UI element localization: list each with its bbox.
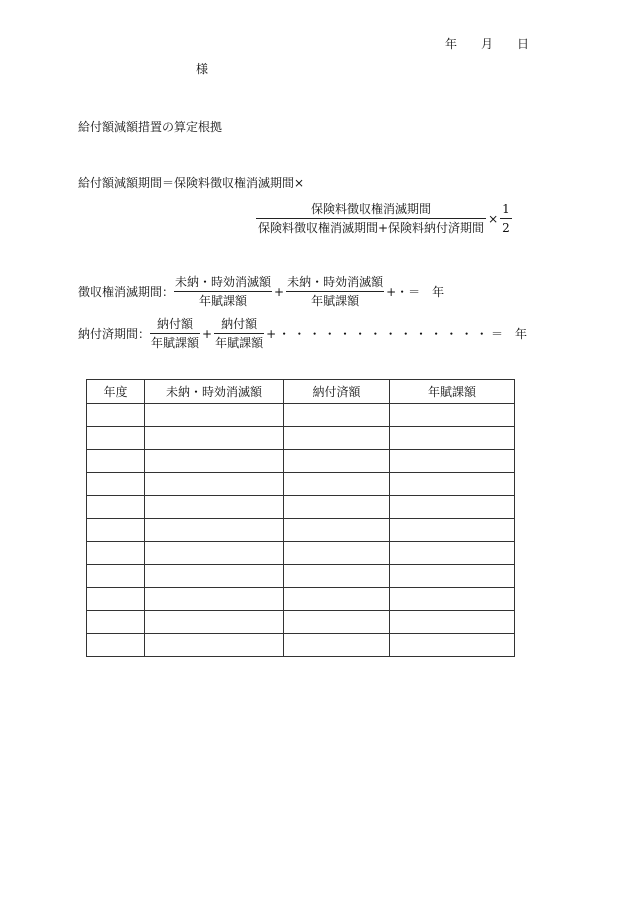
table-body <box>87 404 515 657</box>
formula-paid-period <box>78 318 527 349</box>
cell-fiscal-year[interactable] <box>87 404 145 427</box>
fraction-numerator: 未納・時効消滅額 <box>287 275 384 289</box>
fraction-numerator: 納付額 <box>221 317 258 331</box>
fraction-bar <box>286 291 384 292</box>
recipient-suffix: 様 <box>196 62 209 76</box>
fraction-half <box>500 203 512 234</box>
cell-unpaid-amount[interactable] <box>145 404 284 427</box>
fraction-denominator: 年賦課額 <box>311 294 360 308</box>
cell-annual-assessment[interactable] <box>390 427 515 450</box>
cell-unpaid-amount[interactable] <box>145 519 284 542</box>
plus-operator: + <box>202 326 213 341</box>
contribution-table <box>86 379 515 657</box>
column-header-fiscal-year: 年度 <box>87 380 145 404</box>
ellipsis-dots: ・・・・・・・・・・・・・・ <box>278 326 491 341</box>
table-row <box>87 519 515 542</box>
cell-annual-assessment[interactable] <box>390 404 515 427</box>
cell-paid-amount[interactable] <box>284 611 390 634</box>
fraction-bar <box>174 291 272 292</box>
fraction-denominator: 2 <box>502 221 510 235</box>
table-row <box>87 565 515 588</box>
cell-fiscal-year[interactable] <box>87 519 145 542</box>
cell-fiscal-year[interactable] <box>87 450 145 473</box>
cell-fiscal-year[interactable] <box>87 634 145 657</box>
fraction-denominator: 保険料徴収権消滅期間+保険料納付済期間 <box>258 221 485 235</box>
formula-reduction-lhs: 給付額減額期間＝保険料徴収権消滅期間× <box>78 176 305 190</box>
cell-fiscal-year[interactable] <box>87 427 145 450</box>
table-row <box>87 611 515 634</box>
table-row <box>87 542 515 565</box>
fraction-denominator: 年賦課額 <box>151 336 200 350</box>
cell-unpaid-amount[interactable] <box>145 450 284 473</box>
cell-paid-amount[interactable] <box>284 565 390 588</box>
cell-fiscal-year[interactable] <box>87 496 145 519</box>
table-row <box>87 634 515 657</box>
column-header-annual-assessment: 年賦課額 <box>390 380 515 404</box>
cell-paid-amount[interactable] <box>284 427 390 450</box>
cell-annual-assessment[interactable] <box>390 565 515 588</box>
cell-fiscal-year[interactable] <box>87 542 145 565</box>
fraction-denominator: 年賦課額 <box>199 294 248 308</box>
cell-paid-amount[interactable] <box>284 542 390 565</box>
fraction-unpaid-2 <box>286 276 384 307</box>
fraction-unpaid-1 <box>174 276 272 307</box>
table-row <box>87 588 515 611</box>
fraction-period-ratio <box>256 203 486 234</box>
table-row <box>87 473 515 496</box>
cell-annual-assessment[interactable] <box>390 450 515 473</box>
cell-paid-amount[interactable] <box>284 588 390 611</box>
cell-annual-assessment[interactable] <box>390 519 515 542</box>
fraction-bar <box>214 333 264 334</box>
table-row <box>87 496 515 519</box>
column-header-paid-amount: 納付済額 <box>284 380 390 404</box>
formula-reduction-rhs <box>256 203 512 234</box>
cell-unpaid-amount[interactable] <box>145 427 284 450</box>
table-row <box>87 404 515 427</box>
formula-tail: ＝ 年 <box>490 326 527 341</box>
cell-fiscal-year[interactable] <box>87 611 145 634</box>
cell-unpaid-amount[interactable] <box>145 496 284 519</box>
formula-tail: +・＝ 年 <box>386 284 445 299</box>
cell-unpaid-amount[interactable] <box>145 634 284 657</box>
formula-collection-period <box>78 276 446 307</box>
cell-fiscal-year[interactable] <box>87 473 145 496</box>
cell-annual-assessment[interactable] <box>390 473 515 496</box>
cell-paid-amount[interactable] <box>284 496 390 519</box>
formula-label: 納付済期間： <box>78 326 151 341</box>
cell-annual-assessment[interactable] <box>390 611 515 634</box>
cell-paid-amount[interactable] <box>284 634 390 657</box>
cell-paid-amount[interactable] <box>284 473 390 496</box>
date-month-label: 月 <box>481 37 494 51</box>
cell-fiscal-year[interactable] <box>87 565 145 588</box>
cell-paid-amount[interactable] <box>284 450 390 473</box>
cell-annual-assessment[interactable] <box>390 542 515 565</box>
date-line <box>445 38 529 50</box>
cell-annual-assessment[interactable] <box>390 588 515 611</box>
fraction-paid-1 <box>150 318 200 349</box>
fraction-denominator: 年賦課額 <box>215 336 264 350</box>
formula-label: 徴収権消滅期間： <box>78 284 175 299</box>
cell-unpaid-amount[interactable] <box>145 542 284 565</box>
cell-unpaid-amount[interactable] <box>145 588 284 611</box>
page-title: 給付額減額措置の算定根拠 <box>78 120 223 134</box>
fraction-numerator: 納付額 <box>157 317 194 331</box>
fraction-bar <box>500 218 512 219</box>
fraction-bar <box>256 218 486 219</box>
fraction-numerator: 未納・時効消滅額 <box>175 275 272 289</box>
table-row <box>87 450 515 473</box>
fraction-numerator: 1 <box>502 202 510 216</box>
column-header-unpaid-amount: 未納・時効消滅額 <box>145 380 284 404</box>
date-year-label: 年 <box>445 37 458 51</box>
fraction-paid-2 <box>214 318 264 349</box>
fraction-numerator: 保険料徴収権消滅期間 <box>311 202 432 216</box>
cell-unpaid-amount[interactable] <box>145 611 284 634</box>
cell-paid-amount[interactable] <box>284 404 390 427</box>
table-header-row <box>87 380 515 404</box>
cell-unpaid-amount[interactable] <box>145 473 284 496</box>
date-day-label: 日 <box>517 37 530 51</box>
cell-annual-assessment[interactable] <box>390 496 515 519</box>
table-row <box>87 427 515 450</box>
times-operator: × <box>488 211 499 226</box>
cell-paid-amount[interactable] <box>284 519 390 542</box>
cell-unpaid-amount[interactable] <box>145 565 284 588</box>
plus-operator: + <box>274 284 285 299</box>
plus-operator: + <box>266 326 277 341</box>
fraction-bar <box>150 333 200 334</box>
cell-annual-assessment[interactable] <box>390 634 515 657</box>
cell-fiscal-year[interactable] <box>87 588 145 611</box>
